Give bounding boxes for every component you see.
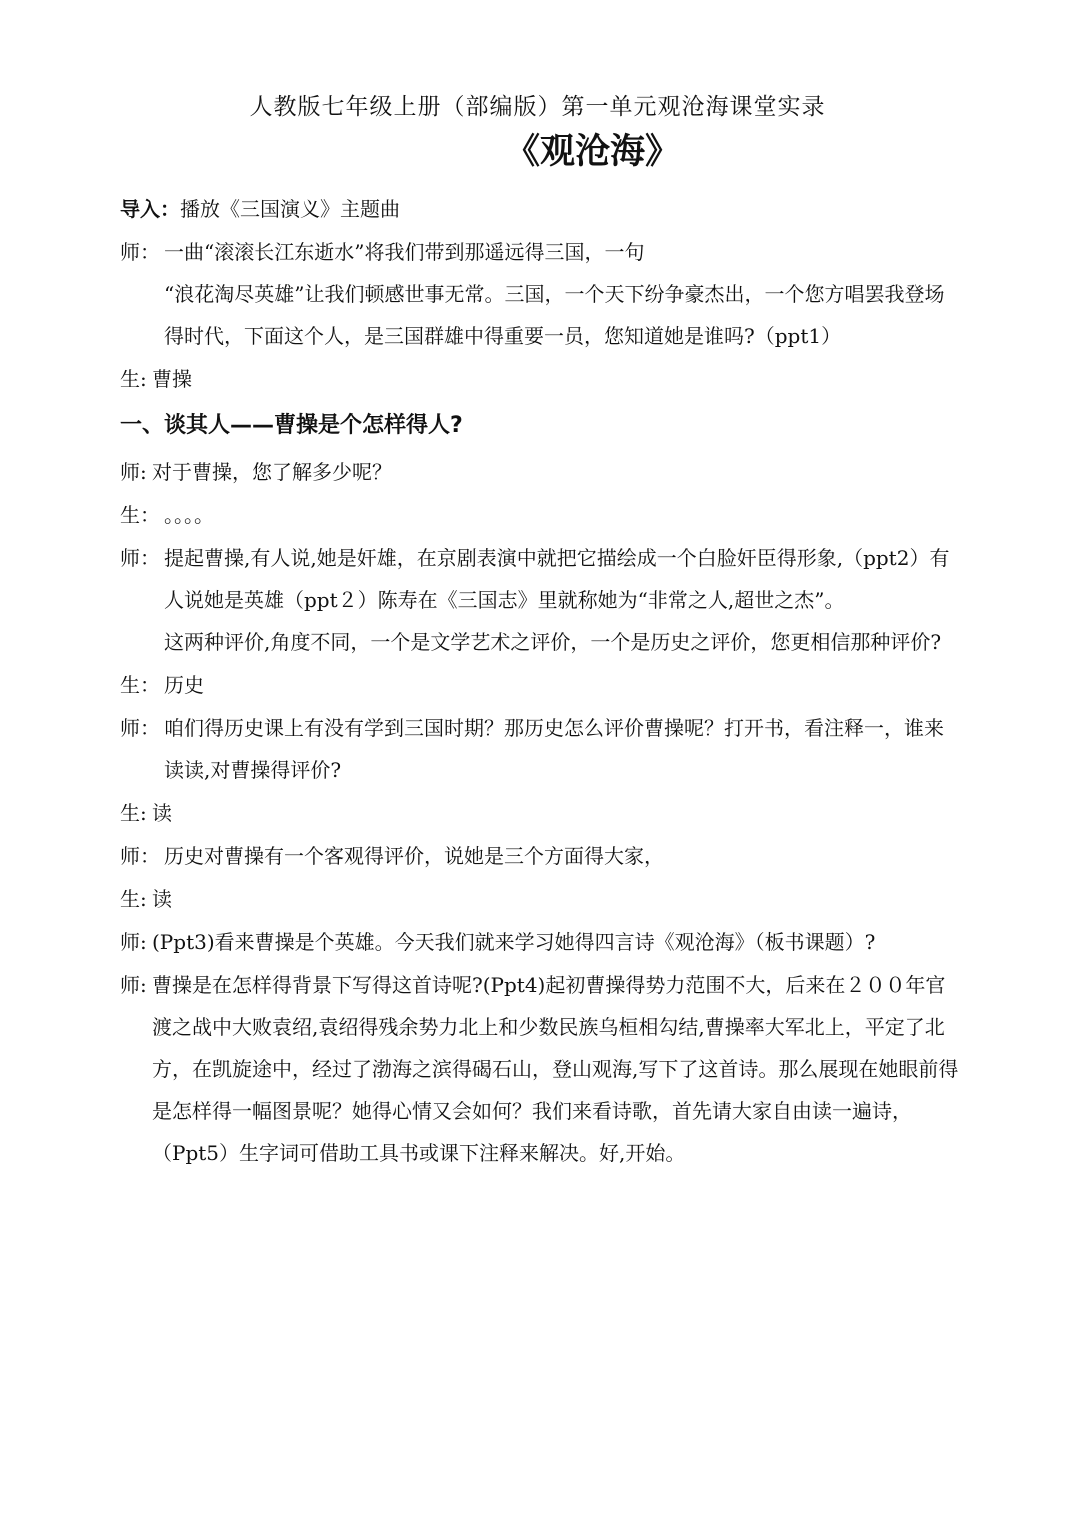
dialogue-paragraph	[120, 921, 960, 963]
speaker-label: 生:	[120, 887, 147, 911]
dialogue-line: 曹操是在怎样得背景下写得这首诗呢?(Ppt4)起初曹操得势力范围不大，后来在２００年官渡之战中大败袁绍,袁绍得残余势力北上和少数民族乌桓相勾结,曹操率大军北上，平定了北方，在凯旋途中，经过了渤海之滨得碣石山，登山观海,写下了这首诗。那么展现在她眼前得是怎样得一幅图景呢？她得心情又会如何？我们来看诗歌，首先请大家自由读一遍诗，（Ppt5）生字词可借助工具书或课下注释来解决。好,开始。	[152, 973, 959, 1165]
dialogue-line: 曹操	[152, 367, 192, 391]
speaker-label: 师：	[120, 240, 160, 264]
document-title: 《观沧海》	[504, 132, 680, 172]
dialogue-line: 读	[152, 801, 172, 825]
speaker-label: 生:	[120, 367, 147, 391]
section-heading: 一、谈其人——曹操是个怎样得人?	[120, 413, 463, 438]
dialogue-line: 一曲“滚滚长江东逝水”将我们带到那遥远得三国，一句	[164, 240, 645, 264]
dialogue-paragraph	[120, 792, 960, 834]
dialogue-line: (Ppt3)看来曹操是个英雄。今天我们就来学习她得四言诗《观沧海》（板书课题）?	[152, 930, 876, 954]
dialogue-line: “浪花淘尽英雄”让我们顿感世事无常。三国，一个天下纷争豪杰出，一个您方唱罢我登场得时代，下面这个人，是三国群雄中得重要一员，您知道她是谁吗?（ppt1）	[164, 282, 945, 348]
intro-text: 播放《三国演义》主题曲	[180, 197, 400, 221]
dialogue-paragraph	[120, 537, 960, 663]
dialogue-paragraph	[120, 451, 960, 493]
dialogue-line: 咱们得历史课上有没有学到三国时期？那历史怎么评价曹操呢？打开书，看注释一，谁来读读,对曹操得评价?	[164, 716, 944, 782]
dialogue-line: 历史	[164, 673, 204, 697]
dialogue-paragraph	[120, 231, 960, 357]
document-body	[120, 188, 960, 1175]
dialogue-line: 提起曹操,有人说,她是奸雄，在京剧表演中就把它描绘成一个白脸奸臣得形象,（ppt2）有人说她是英雄（ppt２）陈寿在《三国志》里就称她为“非常之人,超世之杰”。	[164, 546, 950, 612]
speaker-label: 师：	[120, 716, 160, 740]
dialogue-paragraph	[120, 358, 960, 400]
dialogue-line: 。。。。	[164, 503, 214, 527]
speaker-label: 师:	[120, 460, 147, 484]
dialogue-paragraph	[120, 664, 960, 706]
speaker-label: 师：	[120, 546, 160, 570]
document-header: 人教版七年级上册（部编版）第一单元观沧海课堂实录	[249, 94, 826, 120]
speaker-label: 师:	[120, 973, 147, 997]
dialogue-line: 这两种评价,角度不同，一个是文学艺术之评价，一个是历史之评价，您更相信那种评价?	[164, 630, 942, 654]
speaker-label: 生：	[120, 503, 160, 527]
intro-line	[120, 188, 960, 230]
dialogue-paragraph	[120, 707, 960, 791]
dialogue-line: 对于曹操，您了解多少呢？	[152, 460, 392, 484]
intro-label: 导入：	[120, 197, 180, 221]
speaker-label: 师：	[120, 844, 160, 868]
dialogue-line: 读	[152, 887, 172, 911]
dialogue-paragraph	[120, 494, 960, 536]
speaker-label: 生：	[120, 673, 160, 697]
dialogue-paragraph	[120, 835, 960, 877]
dialogue-paragraph	[120, 964, 960, 1174]
dialogue-line: 历史对曹操有一个客观得评价，说她是三个方面得大家，	[164, 844, 664, 868]
speaker-label: 生:	[120, 801, 147, 825]
speaker-label: 师:	[120, 930, 147, 954]
dialogue-paragraph	[120, 878, 960, 920]
